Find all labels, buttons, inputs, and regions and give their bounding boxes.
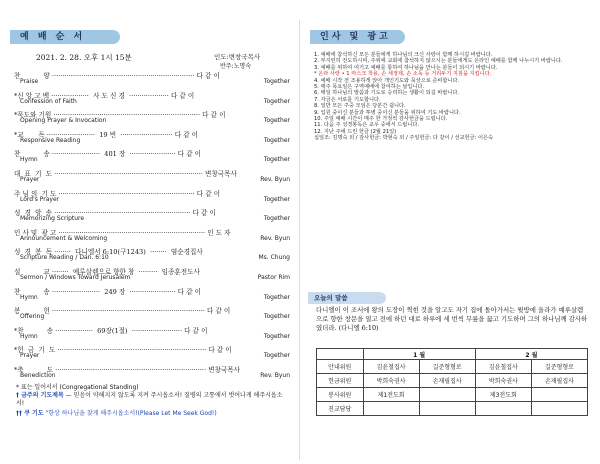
worship-item-person-english: Together bbox=[263, 136, 290, 144]
worship-order-item bbox=[14, 325, 294, 343]
announcement-line: 7. 자금은 서로를 기도합니다. bbox=[314, 96, 381, 103]
worship-order-item bbox=[14, 227, 294, 245]
duty-name-cell: 김윤철집사 bbox=[363, 360, 419, 374]
worship-item-title: *교 독 ······················· 19 번 ························· 다 같 이 bbox=[14, 130, 199, 139]
worship-item-title: 대 표 기 도 ······································································· 변창국목사 bbox=[14, 170, 237, 178]
announcement-line: 1. 예배에 참석하신 모든 분들에게 하나님의 크신 사랑이 함께 하시길 바랍니다. bbox=[314, 52, 493, 58]
duty-month-2: 2 월 bbox=[475, 349, 587, 360]
worship-item-english: Lord's Prayer bbox=[20, 195, 60, 203]
announcement-line: 11. 다음 주 성경봉독은 교우 중에서 드립니다. bbox=[314, 122, 419, 129]
announcement-line: 4. 예배 시작 전 조용하게 앉아 개인기도와 묵상으로 준비합니다. bbox=[314, 77, 460, 84]
announcement-line: 5. 매주 목요일은 구역예배에 참여하는 날입니다. bbox=[314, 84, 425, 91]
worship-item-title: *찬 송 ·················· 69장(1절) ························ 다 같 이 bbox=[14, 326, 208, 335]
announcement-list bbox=[314, 52, 592, 142]
center-divider bbox=[299, 20, 300, 460]
worship-order-item bbox=[14, 90, 294, 108]
announcement-line: 9. 입원 중이신 분들과 투병 중이신 분들을 위하여 기도 바랍니다. bbox=[314, 109, 461, 116]
worship-order-item bbox=[14, 286, 294, 304]
worship-item-person-english: Together bbox=[263, 352, 290, 360]
duty-name-cell bbox=[531, 402, 587, 416]
worship-item-person-english: Together bbox=[263, 195, 290, 203]
worship-item-person-english: Together bbox=[263, 117, 290, 125]
duty-role-cell: 봉사위원 bbox=[317, 388, 364, 402]
worship-item-english: Hymn bbox=[20, 293, 38, 301]
duty-name-cell: 박희숙권사 bbox=[363, 374, 419, 388]
announcement-line: * 온라 사랑 • 1 마스크 착용, 손 세정제, 손 소독 등 거리두기 지침을 지킵니다. bbox=[314, 71, 492, 78]
worship-item-english: Memorizing Scripture bbox=[20, 215, 85, 223]
announcement-line: 3. 예배를 위하여 여기고 예배를 통하여 하나님을 만나는 분들이 되시기 바랍니다. bbox=[314, 64, 498, 71]
short-prayer-text: "항상 하나님을 찾게 해주시옵소서!(Please Let Me Seek God!) bbox=[45, 410, 217, 417]
worship-item-english: Hymn bbox=[20, 156, 38, 164]
announcements-panel bbox=[308, 30, 594, 462]
announcement-line: 12. 지난 주에 드린 헌금 (2월 21일) bbox=[314, 128, 397, 135]
worship-item-title: *묵도와 기원 ······································································ 다 같 이 bbox=[14, 111, 226, 120]
worship-item-english: Hymn bbox=[20, 332, 38, 340]
duty-name-cell bbox=[475, 402, 531, 416]
worship-item-title: 성 경 암 송 ································································· 다 같 이 bbox=[14, 209, 216, 218]
worship-item-english: Opening Prayer & Invocation bbox=[20, 117, 107, 125]
service-date: 2021. 2. 28. 오후 1시 15분 bbox=[36, 53, 132, 62]
duty-name-cell bbox=[531, 388, 587, 402]
announcement-line: 2. 부지런히 전도하시며, 주위에 교회에 참석하지 않으시는 분들에게도 온라인 예배를 함께 나누시기 바랍니다. bbox=[314, 58, 563, 65]
prayer-topic-text: — 믿음이 약해지지 않도록 지켜 주시옵소서! 질병의 고통에서 벗어나게 해주시옵소서! bbox=[16, 392, 283, 407]
worship-order-item bbox=[14, 266, 294, 284]
announcement-line: 10. 주일 예배 시간이 매주 한 가정씩 감사헌금을 드립니다. bbox=[314, 116, 448, 123]
short-prayer-label: †† 쿠 기도 bbox=[16, 410, 44, 417]
duty-role-cell: 안내위원 bbox=[317, 360, 364, 374]
worship-item-english: Scripture Reading / Dan. 6:10 bbox=[20, 254, 109, 262]
worship-item-english: Announcement & Welcoming bbox=[20, 234, 108, 242]
worship-item-person-english: Pastor Rim bbox=[257, 274, 290, 281]
worship-item-title: 성 경 봉 독 ········ 다니엘서 6:10(구1243) ········ 염순경집사 bbox=[14, 248, 203, 257]
announcements-title: 인사 및 광고 bbox=[320, 32, 391, 42]
worship-item-person-english: Together bbox=[263, 78, 290, 85]
duty-corner-cell bbox=[317, 349, 364, 360]
worship-item-person-english: Ms. Chung bbox=[258, 254, 290, 262]
worship-order-item bbox=[14, 129, 294, 147]
worship-item-person-english: Together bbox=[263, 156, 290, 164]
worship-order-item bbox=[14, 188, 294, 206]
worship-item-title: *신 앙 고 백 ·················· 사 도 신 경 ··················· 다 같 이 bbox=[14, 91, 195, 100]
duty-row bbox=[317, 388, 588, 402]
duty-name-cell bbox=[419, 402, 475, 416]
duty-name-cell: 손재필집사 bbox=[419, 374, 475, 388]
announcement-line: 8. 일반 모든 주중 모임은 당분간 쉽니다. bbox=[314, 103, 406, 110]
worship-order-banner bbox=[10, 30, 120, 44]
duty-name-cell bbox=[419, 388, 475, 402]
duty-roster-table bbox=[316, 348, 588, 416]
prayer-topic-label: † 금주의 기도제목 bbox=[16, 392, 64, 399]
duty-role-cell: 헌금위원 bbox=[317, 374, 364, 388]
duty-row bbox=[317, 360, 588, 374]
duty-name-cell: 길준형형로 bbox=[419, 360, 475, 374]
worship-order-item bbox=[14, 207, 294, 225]
worship-item-person-english: Rev. Byun bbox=[260, 234, 290, 242]
worship-item-english: Offering bbox=[20, 313, 45, 321]
worship-item-person-english: Together bbox=[263, 97, 290, 105]
worship-order-item bbox=[14, 364, 294, 382]
duty-name-cell: 김윤철집사 bbox=[475, 360, 531, 374]
announcement-line: 6. 매일 하나님의 말씀과 기도로 승리하는 생활이 되길 바랍니다. bbox=[314, 90, 460, 97]
worship-item-title: 주 님 의 기 도 ································································· 다 같 이 bbox=[14, 189, 221, 198]
worship-order-item bbox=[14, 246, 294, 264]
worship-item-english: Benediction bbox=[20, 372, 56, 379]
worship-item-person-english: Together bbox=[263, 313, 290, 321]
worship-item-title: *헌 금 기 도 ······································································· 다 같 이 bbox=[14, 346, 232, 355]
duty-name-cell: 길준형형로 bbox=[531, 360, 587, 374]
duty-header-row bbox=[317, 349, 588, 360]
worship-item-person-english: Together bbox=[263, 293, 290, 301]
service-leader: 인도:변창국목사 bbox=[214, 53, 261, 61]
worship-order-item bbox=[14, 168, 294, 186]
worship-item-english: Sermon / Windows Toward Jerusalem bbox=[20, 274, 131, 281]
worship-order-item bbox=[14, 305, 294, 323]
service-accompanist: 반주:노명숙 bbox=[220, 63, 252, 70]
worship-item-english: Praise bbox=[20, 78, 39, 85]
verse-reference: (다니엘 6:10) bbox=[338, 324, 379, 332]
duty-name-cell: 제3전도회 bbox=[475, 388, 531, 402]
duty-role-cell: 친교담당 bbox=[317, 402, 364, 416]
duty-row bbox=[317, 402, 588, 416]
worship-order-title: 예 배 순 서 bbox=[20, 32, 86, 42]
duty-name-cell bbox=[363, 402, 419, 416]
offering-summary: 십일조: 김명숙 외 / 감사헌금: 박현숙 외 / 주일헌금: 다 같이 / 선교헌금: 이은숙 bbox=[314, 135, 493, 142]
todays-word-label: 오늘의 말씀 bbox=[308, 292, 386, 304]
worship-item-title: 봉 헌 ········································································· 다 같 이 bbox=[14, 307, 231, 316]
worship-item-person-english: Rev. Byun bbox=[260, 372, 290, 379]
worship-item-title: 설 교 ········ 예루살렘으로 향한 창 ········· 임종훈전도사 bbox=[14, 268, 200, 276]
duty-name-cell: 박희숙권사 bbox=[475, 374, 531, 388]
worship-order-panel bbox=[8, 30, 293, 462]
worship-item-english: Prayer bbox=[20, 176, 40, 183]
worship-order-item bbox=[14, 344, 294, 362]
duty-name-cell: 제1전도회 bbox=[363, 388, 419, 402]
worship-order-item bbox=[14, 70, 294, 88]
duty-name-cell: 손재필집사 bbox=[531, 374, 587, 388]
worship-item-title: *축 도 ········································································ 변창국목사 bbox=[14, 366, 241, 374]
worship-item-title: 찬 양 ···································································· 다 같 이 bbox=[14, 72, 220, 80]
worship-item-title: 인 사 및 광 고 ······································································ 인 도 자 bbox=[14, 228, 231, 237]
duty-row bbox=[317, 374, 588, 388]
worship-item-title: 찬 송 ······················· 401 장 ······················ 다 같 이 bbox=[14, 150, 202, 159]
short-prayer bbox=[16, 410, 286, 418]
worship-item-person-english: Together bbox=[263, 332, 290, 340]
worship-item-english: Prayer bbox=[20, 352, 40, 360]
worship-item-person-english: Rev. Byun bbox=[260, 176, 290, 183]
todays-word-text bbox=[316, 306, 588, 333]
duty-month-1: 1 월 bbox=[363, 349, 475, 360]
verse-body: 다니엘이 이 조서에 왕의 도장이 찍힌 것을 알고도 자기 집에 돌아가서는 윗방에 올라가 예루살렘으로 향한 창문을 열고 전에 하던 대로 하루에 세 번씩 무릎을 꿇고 기도하며 그의 하나님께 감사하였더라. bbox=[316, 306, 588, 332]
worship-item-english: Responsive Reading bbox=[20, 136, 81, 144]
worship-item-english: Confession of Faith bbox=[20, 97, 77, 105]
prayer-topic bbox=[16, 392, 286, 408]
standing-note: * 표는 일어서서 (Congregational Standing) bbox=[16, 384, 139, 391]
worship-order-item bbox=[14, 109, 294, 127]
worship-item-person-english: Together bbox=[263, 215, 290, 223]
worship-order-item bbox=[14, 148, 294, 166]
announcements-banner bbox=[310, 30, 405, 44]
worship-item-title: 찬 송 ······················· 249 장 ······················ 다 같 이 bbox=[14, 287, 202, 296]
